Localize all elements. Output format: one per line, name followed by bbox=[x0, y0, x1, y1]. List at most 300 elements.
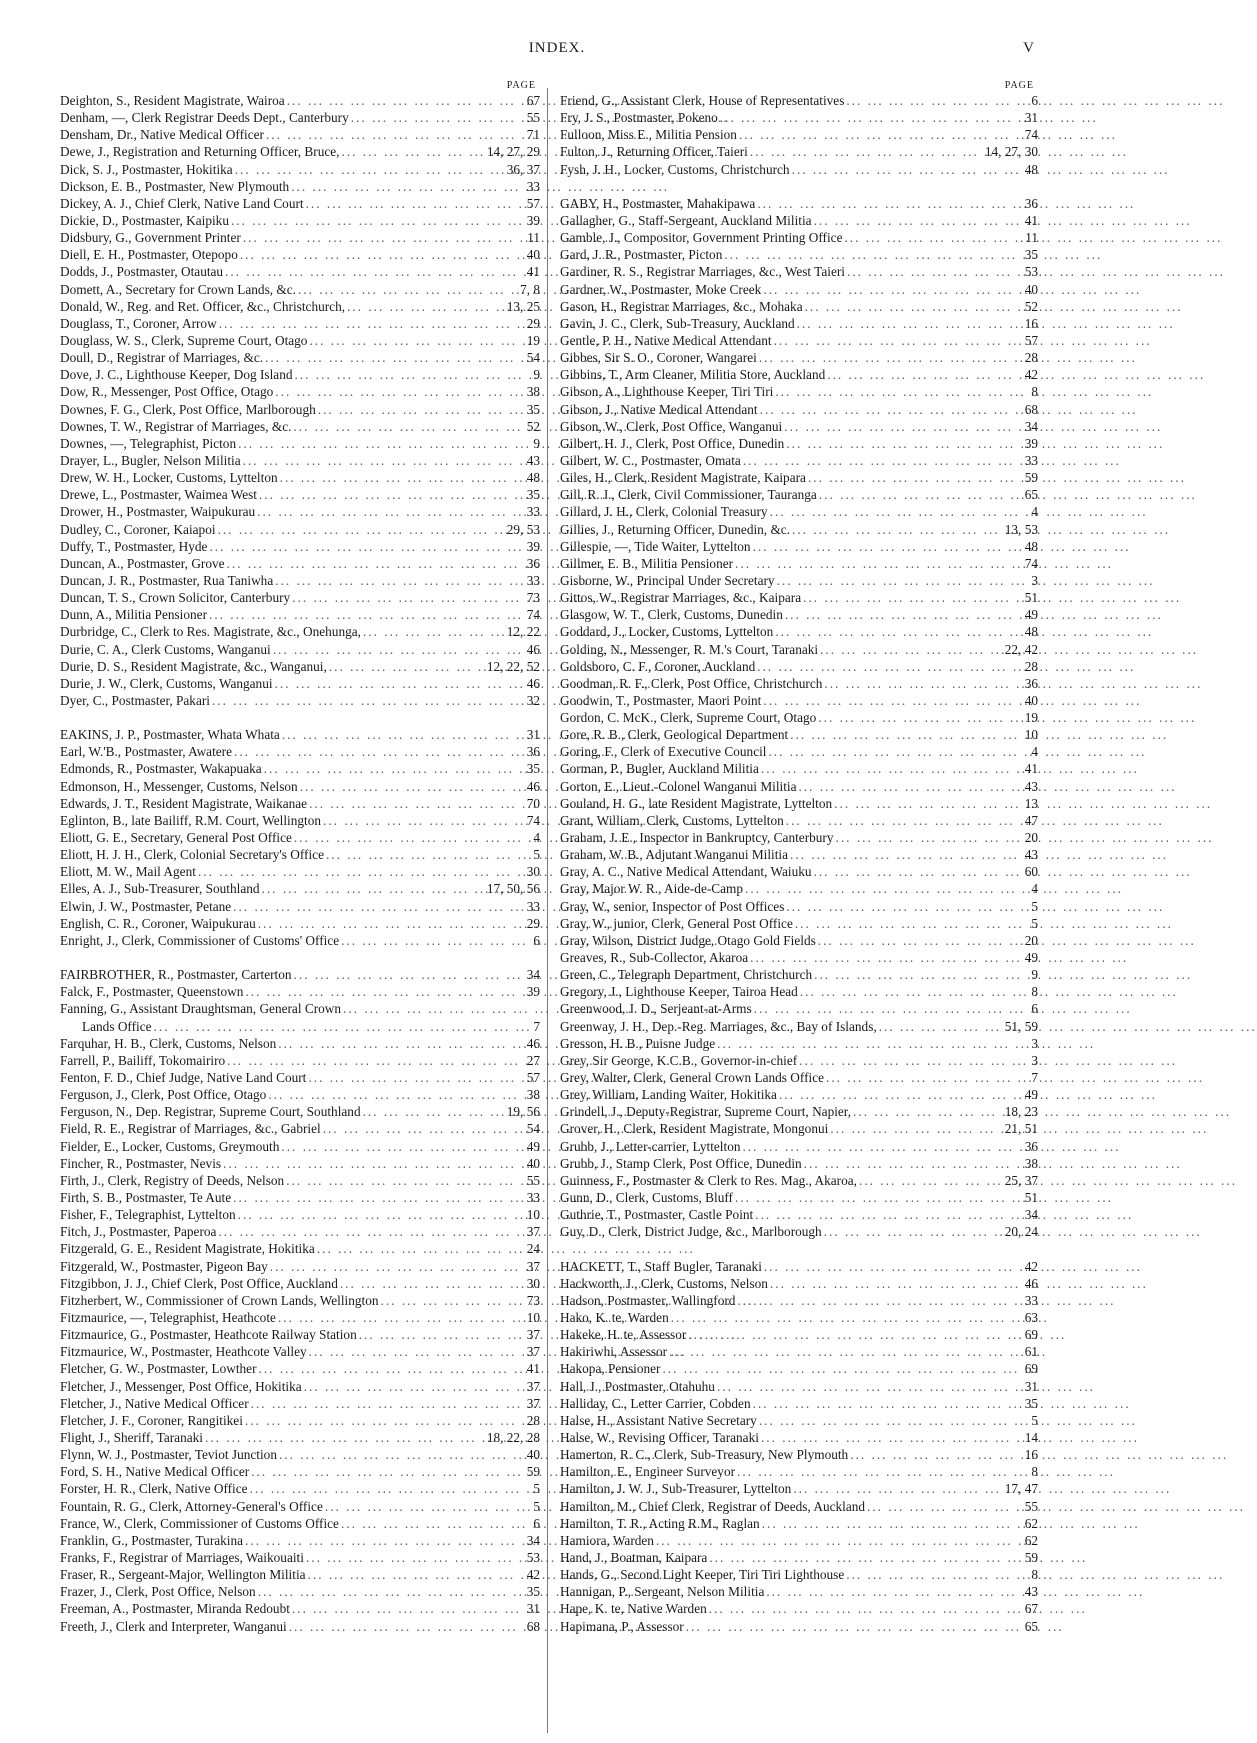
entry-pages: 35 bbox=[526, 401, 540, 417]
leader-dots bbox=[289, 178, 520, 195]
index-entry bbox=[560, 1446, 1038, 1463]
index-entry bbox=[60, 692, 540, 709]
entry-name: Gibson, A., Lighthouse Keeper, Tiri Tiri bbox=[560, 384, 774, 400]
leader-dots bbox=[280, 726, 520, 743]
entry-name: Grubb, J., Stamp Clerk, Post Office, Dunedin bbox=[560, 1155, 802, 1171]
index-entry bbox=[60, 983, 540, 1000]
entry-pages: 69 bbox=[1024, 1361, 1038, 1377]
entry-pages: 27 bbox=[526, 1052, 540, 1068]
entry-name: Hakopa, Pensioner bbox=[560, 1361, 661, 1377]
index-entry bbox=[60, 1429, 540, 1446]
leader-dots bbox=[217, 315, 520, 332]
entry-name: Gresson, H. B., Puisne Judge bbox=[560, 1035, 716, 1051]
leader-dots bbox=[803, 298, 1018, 315]
entry-name: Grey, Walter, Clerk, General Crown Lands Office bbox=[560, 1070, 824, 1086]
entry-name: Grey, Sir George, K.C.B., Governor-in-chief bbox=[560, 1052, 798, 1068]
index-entry bbox=[560, 1189, 1038, 1206]
entry-pages: 70 bbox=[526, 795, 540, 811]
entry-name: Grover, H., Clerk, Resident Magistrate, Mongonui bbox=[560, 1121, 829, 1137]
leader-dots bbox=[249, 1463, 520, 1480]
entry-pages: 6 bbox=[1031, 93, 1038, 108]
leader-dots bbox=[264, 126, 520, 143]
index-entry bbox=[560, 1223, 1038, 1240]
entry-pages: 4 bbox=[1031, 504, 1038, 520]
entry-name: Gavin, J. C., Clerk, Sub-Treasury, Auckland bbox=[560, 315, 795, 331]
entry-pages: 7 bbox=[533, 1018, 540, 1034]
entry-name: Fitzmaurice, G., Postmaster, Heathcote Railway Station bbox=[60, 1327, 357, 1343]
entry-pages: 5 bbox=[533, 1498, 540, 1514]
entry-name: Drew, W. H., Locker, Customs, Lyttelton bbox=[60, 470, 278, 486]
leader-dots bbox=[293, 366, 521, 383]
page-header bbox=[0, 28, 1114, 56]
index-entry bbox=[560, 966, 1038, 983]
index-entry bbox=[560, 435, 1038, 452]
index-column-right bbox=[560, 80, 1038, 1635]
leader-dots bbox=[238, 246, 520, 263]
entry-pages: 14 bbox=[1024, 1429, 1038, 1445]
leader-dots bbox=[361, 1103, 505, 1120]
leader-dots bbox=[790, 521, 1003, 538]
entry-name: Enright, J., Clerk, Commissioner of Customs' Office bbox=[60, 932, 340, 948]
entry-pages: 73 bbox=[526, 1292, 540, 1308]
leader-dots bbox=[243, 1412, 520, 1429]
index-entry bbox=[560, 1258, 1038, 1275]
entry-name: Halliday, C., Letter Carrier, Cobden bbox=[560, 1395, 751, 1411]
entry-pages: 5 bbox=[533, 1481, 540, 1497]
index-entry bbox=[60, 1240, 540, 1257]
entry-name: HACKETT, T., Staff Bugler, Taranaki bbox=[560, 1258, 762, 1274]
leader-dots bbox=[307, 795, 520, 812]
entry-pages: 33 bbox=[1024, 452, 1038, 468]
entry-pages: 69 bbox=[1024, 1327, 1038, 1343]
leader-dots bbox=[748, 949, 1018, 966]
entry-pages: 39 bbox=[526, 212, 540, 228]
leader-dots bbox=[290, 589, 520, 606]
entry-name: Hamerton, R. C., Clerk, Sub-Treasury, New Plymouth bbox=[560, 1447, 849, 1463]
entry-name: Domett, A., Secretary for Crown Lands, &c. bbox=[60, 281, 296, 297]
entry-name: Edmonds, R., Postmaster, Wakapuaka bbox=[60, 761, 262, 777]
index-entry bbox=[560, 1069, 1038, 1086]
entry-pages: 42 bbox=[526, 1567, 540, 1583]
entry-name: Gisborne, W., Principal Under Secretary bbox=[560, 572, 775, 588]
entry-name: Hannigan, P., Sergeant, Nelson Militia bbox=[560, 1584, 765, 1600]
entry-pages: 24 bbox=[526, 1241, 540, 1257]
entry-name: Fenton, F. D., Chief Judge, Native Land Court bbox=[60, 1070, 307, 1086]
index-entry bbox=[60, 1086, 540, 1103]
entry-pages: 16 bbox=[1024, 315, 1038, 331]
entry-pages: 8 bbox=[1031, 1567, 1038, 1583]
entry-name: Duffy, T., Postmaster, Hyde bbox=[60, 538, 208, 554]
entry-name: English, C. R., Coroner, Waipukurau bbox=[60, 915, 256, 931]
index-entry bbox=[60, 349, 540, 366]
entry-pages: 3 bbox=[1031, 1035, 1038, 1051]
index-entry bbox=[560, 760, 1038, 777]
entry-name: Guthrie, T., Postmaster, Castle Point bbox=[560, 1207, 754, 1223]
index-entry bbox=[560, 1480, 1038, 1497]
index-entry bbox=[60, 1498, 540, 1515]
leader-dots bbox=[818, 641, 1003, 658]
section-gap bbox=[560, 1240, 1038, 1257]
entry-name: Elles, A. J., Sub-Treasurer, Southland bbox=[60, 881, 260, 897]
leader-dots bbox=[304, 1549, 520, 1566]
entry-name: Hamilton, M., Chief Clerk, Registrar of Deeds, Auckland bbox=[560, 1498, 866, 1514]
leader-dots bbox=[812, 863, 1018, 880]
entry-name: Duncan, T. S., Crown Solicitor, Canterbury bbox=[60, 590, 291, 606]
entry-pages: 8 bbox=[1031, 984, 1038, 1000]
page-title: INDEX. bbox=[528, 40, 586, 56]
entry-name: Dove, J. C., Lighthouse Keeper, Dog Island bbox=[60, 367, 293, 383]
entry-name: Gorton, E., Lieut.-Colonel Wanganui Militia bbox=[560, 778, 797, 794]
leader-dots bbox=[844, 92, 1018, 109]
index-entry bbox=[60, 1583, 540, 1600]
entry-pages: 39 bbox=[1024, 435, 1038, 451]
entry-name: Fitzgerald, G. E., Resident Magistrate, Hokitika bbox=[60, 1241, 315, 1257]
index-entry bbox=[560, 1600, 1038, 1617]
entry-pages: 51 bbox=[1024, 590, 1038, 606]
entry-pages: 33 bbox=[526, 1190, 540, 1205]
entry-pages: 28 bbox=[526, 1412, 540, 1428]
entry-pages: 36 bbox=[1024, 195, 1038, 211]
entry-pages: 60 bbox=[1024, 864, 1038, 880]
index-entry bbox=[560, 778, 1038, 795]
leader-dots bbox=[743, 880, 1018, 897]
entry-pages: 37 bbox=[526, 1258, 540, 1274]
index-entry bbox=[560, 915, 1038, 932]
entry-pages: 5 bbox=[1031, 1412, 1038, 1428]
leader-dots bbox=[284, 1172, 520, 1189]
leader-dots bbox=[806, 469, 1018, 486]
index-entry bbox=[560, 863, 1038, 880]
leader-dots bbox=[321, 812, 520, 829]
leader-dots bbox=[207, 606, 520, 623]
entry-pages: 31 bbox=[526, 1601, 540, 1617]
entry-name: Freeth, J., Clerk and Interpreter, Wanganui bbox=[60, 1618, 287, 1634]
entry-pages: 57 bbox=[526, 1070, 540, 1086]
index-entry bbox=[60, 932, 540, 949]
leader-dots bbox=[241, 229, 520, 246]
leader-dots bbox=[790, 161, 1018, 178]
entry-pages: 63 bbox=[1024, 1309, 1038, 1325]
index-entry bbox=[560, 521, 1038, 538]
entry-name: Hadson, Postmaster, Wallingford bbox=[560, 1292, 736, 1308]
leader-dots bbox=[686, 1326, 1018, 1343]
leader-dots bbox=[797, 1052, 1018, 1069]
entry-pages: 57 bbox=[526, 195, 540, 211]
index-entry bbox=[560, 726, 1038, 743]
index-entry bbox=[560, 555, 1038, 572]
index-entry bbox=[560, 281, 1038, 298]
leader-dots bbox=[759, 1429, 1018, 1446]
entry-pages: 48 bbox=[1024, 161, 1038, 177]
index-entry bbox=[560, 1532, 1038, 1549]
entry-name: Gray, Major W. R., Aide-de-Camp bbox=[560, 881, 744, 897]
leader-dots bbox=[223, 263, 520, 280]
index-entry bbox=[60, 281, 540, 298]
index-entry bbox=[560, 469, 1038, 486]
entry-pages: 38 bbox=[526, 1087, 540, 1103]
index-entry bbox=[60, 298, 540, 315]
index-entry bbox=[60, 606, 540, 623]
entry-name: Hapimana, P., Assessor bbox=[560, 1618, 684, 1634]
entry-pages: 34 bbox=[1024, 418, 1038, 434]
leader-dots bbox=[755, 658, 1018, 675]
leader-dots bbox=[262, 760, 520, 777]
entry-pages: 7 bbox=[1031, 1070, 1038, 1086]
entry-pages: 16 bbox=[1024, 1447, 1038, 1463]
index-entry bbox=[560, 486, 1038, 503]
entry-name: Gibbins, T., Arm Cleaner, Militia Store, Auckland bbox=[560, 367, 826, 383]
entry-pages: 18, 22, 28 bbox=[486, 1429, 540, 1445]
entry-pages: 10 bbox=[526, 1309, 540, 1325]
index-entry bbox=[560, 418, 1038, 435]
entry-pages: 37 bbox=[526, 1378, 540, 1394]
index-entry bbox=[60, 623, 540, 640]
leader-dots bbox=[748, 143, 983, 160]
index-entry bbox=[60, 1446, 540, 1463]
index-entry bbox=[560, 212, 1038, 229]
entry-name: Densham, Dr., Native Medical Officer bbox=[60, 127, 264, 143]
entry-name: Goodwin, T., Postmaster, Maori Point bbox=[560, 692, 762, 708]
entry-pages: 12, 22 bbox=[506, 624, 540, 640]
index-entry bbox=[60, 1172, 540, 1189]
entry-name: Fisher, F., Telegraphist, Lyttelton bbox=[60, 1207, 236, 1223]
index-entry bbox=[560, 1463, 1038, 1480]
index-entry bbox=[560, 383, 1038, 400]
entry-pages: 40 bbox=[526, 1447, 540, 1463]
entry-pages: 36 bbox=[1024, 1138, 1038, 1154]
index-entry bbox=[560, 1326, 1038, 1343]
entry-pages: 29, 53 bbox=[506, 521, 540, 537]
index-entry bbox=[60, 143, 540, 160]
index-entry bbox=[560, 538, 1038, 555]
leader-dots bbox=[221, 1155, 520, 1172]
index-entry bbox=[560, 675, 1038, 692]
leader-dots bbox=[848, 1446, 1018, 1463]
leader-dots bbox=[865, 1498, 1018, 1515]
entry-pages: 74 bbox=[1024, 555, 1038, 571]
index-entry bbox=[560, 126, 1038, 143]
leader-dots bbox=[667, 1343, 1018, 1360]
entry-name: Hamilton, T. R., Acting R.M., Raglan bbox=[560, 1515, 760, 1531]
entry-pages: 33 bbox=[526, 572, 540, 588]
leader-dots bbox=[340, 143, 485, 160]
index-entry bbox=[60, 1378, 540, 1395]
entry-pages: 55 bbox=[526, 110, 540, 126]
leader-dots bbox=[276, 1309, 520, 1326]
leader-dots bbox=[735, 1292, 1018, 1309]
entry-pages: 17, 50, 56 bbox=[486, 881, 540, 897]
entry-name: Fielder, E., Locker, Customs, Greymouth bbox=[60, 1138, 280, 1154]
entry-name: Fitzgerald, W., Postmaster, Pigeon Bay bbox=[60, 1258, 268, 1274]
section-gap bbox=[60, 709, 540, 726]
entry-pages: 5 bbox=[1031, 915, 1038, 931]
leader-dots bbox=[316, 401, 520, 418]
entry-pages: 36 bbox=[1024, 675, 1038, 691]
leader-dots bbox=[255, 503, 520, 520]
entry-name: Duncan, J. R., Postmaster, Rua Taniwha bbox=[60, 572, 274, 588]
entry-pages: 4 bbox=[1031, 881, 1038, 897]
leader-dots bbox=[225, 555, 520, 572]
entry-name: Firth, S. B., Postmaster, Te Aute bbox=[60, 1190, 232, 1205]
entry-name: Hamilton, J. W. J., Sub-Treasurer, Lyttelton bbox=[560, 1481, 792, 1497]
index-entry bbox=[560, 932, 1038, 949]
entry-pages: 8 bbox=[1031, 384, 1038, 400]
leader-dots bbox=[338, 1275, 520, 1292]
leader-dots bbox=[752, 1000, 1018, 1017]
entry-name: Goldsboro, C. F., Coroner, Auckland bbox=[560, 658, 756, 674]
leader-dots bbox=[285, 92, 520, 109]
entry-pages: 68 bbox=[526, 1618, 540, 1634]
entry-pages: 18, 23 bbox=[1004, 1104, 1038, 1120]
leader-dots bbox=[345, 298, 505, 315]
entry-pages: 52 bbox=[526, 418, 540, 434]
entry-name: Graham, J. E., Inspector in Bankruptcy, Canterbury bbox=[560, 830, 834, 846]
entry-name: Dudley, C., Coroner, Kaiapoi bbox=[60, 521, 216, 537]
entry-pages: 5 bbox=[533, 847, 540, 863]
index-entry bbox=[560, 743, 1038, 760]
entry-name: Douglass, W. S., Clerk, Supreme Court, Otago bbox=[60, 332, 308, 348]
leader-dots bbox=[229, 212, 520, 229]
index-entry bbox=[560, 1275, 1038, 1292]
leader-dots bbox=[231, 898, 520, 915]
index-entry bbox=[560, 880, 1038, 897]
index-entry bbox=[560, 898, 1038, 915]
entry-name: Gason, H., Registrar Marriages, &c., Mohaka bbox=[560, 298, 803, 314]
entry-pages: 6 bbox=[533, 932, 540, 948]
leader-dots bbox=[741, 1138, 1019, 1155]
leader-dots bbox=[801, 589, 1018, 606]
leader-dots bbox=[828, 1120, 1002, 1137]
index-entry bbox=[60, 195, 540, 212]
leader-dots bbox=[268, 1258, 520, 1275]
index-entry bbox=[60, 726, 540, 743]
leader-dots bbox=[824, 1069, 1018, 1086]
leader-dots bbox=[816, 932, 1018, 949]
entry-name: Fulloon, Miss E., Militia Pension bbox=[560, 127, 737, 143]
leader-dots bbox=[715, 1378, 1018, 1395]
leader-dots bbox=[243, 1532, 520, 1549]
leader-dots bbox=[773, 383, 1018, 400]
entry-name: Donald, W., Reg. and Ret. Officer, &c., Christchurch, bbox=[60, 298, 346, 314]
leader-dots bbox=[287, 1618, 520, 1635]
entry-name: Deighton, S., Resident Magistrate, Wairoa bbox=[60, 93, 285, 108]
index-entry bbox=[60, 366, 540, 383]
entry-name: Gore, R. B., Clerk, Geological Department bbox=[560, 727, 789, 743]
entry-name: EAKINS, J. P., Postmaster, Whata Whata bbox=[60, 727, 280, 743]
entry-pages: 59 bbox=[1024, 1549, 1038, 1565]
index-entry bbox=[560, 1378, 1038, 1395]
entry-pages: 25, 37 bbox=[1004, 1172, 1038, 1188]
index-entry bbox=[560, 143, 1038, 160]
leader-dots bbox=[773, 623, 1018, 640]
index-entry bbox=[60, 126, 540, 143]
leader-dots bbox=[762, 1258, 1018, 1275]
leader-dots bbox=[759, 760, 1018, 777]
entry-pages: 42 bbox=[1024, 1258, 1038, 1274]
index-entry bbox=[60, 1600, 540, 1617]
entry-pages: 30 bbox=[526, 864, 540, 880]
entry-name: Gibson, J., Native Medical Attendant bbox=[560, 401, 758, 417]
entry-pages: 46 bbox=[526, 641, 540, 657]
index-entry bbox=[60, 743, 540, 760]
leader-dots bbox=[737, 126, 1018, 143]
leader-dots bbox=[277, 1446, 520, 1463]
index-entry bbox=[560, 812, 1038, 829]
entry-name: Fysh, J. H., Locker, Customs, Christchurch bbox=[560, 161, 790, 177]
index-entry bbox=[560, 366, 1038, 383]
index-entry bbox=[60, 521, 540, 538]
leader-dots bbox=[766, 743, 1018, 760]
entry-name: Lands Office bbox=[82, 1018, 152, 1034]
index-entry bbox=[60, 383, 540, 400]
leader-dots bbox=[684, 1618, 1018, 1635]
entry-pages: 74 bbox=[526, 607, 540, 623]
entry-name: Gittos, W., Registrar Marriages, &c., Kaipara bbox=[560, 590, 802, 606]
entry-name: Dow, R., Messenger, Post Office, Otago bbox=[60, 384, 274, 400]
entry-name: Fountain, R. G., Clerk, Attorney-General's Office bbox=[60, 1498, 323, 1514]
entry-name: Goddard, J., Locker, Customs, Lyttelton bbox=[560, 624, 774, 640]
entry-pages: 52 bbox=[1024, 298, 1038, 314]
index-entry bbox=[560, 1206, 1038, 1223]
leader-dots bbox=[822, 1223, 1003, 1240]
entry-name: Hackworth, J., Clerk, Customs, Nelson bbox=[560, 1275, 768, 1291]
leader-dots bbox=[788, 846, 1018, 863]
leader-dots bbox=[236, 1206, 520, 1223]
entry-pages: 46 bbox=[526, 675, 540, 691]
entry-name: Gilbert, H. J., Clerk, Post Office, Dunedin bbox=[560, 435, 785, 451]
entry-name: Fitzherbert, W., Commissioner of Crown Lands, Wellington bbox=[60, 1292, 379, 1308]
index-entry bbox=[60, 1069, 540, 1086]
index-entry bbox=[560, 589, 1038, 606]
leader-dots bbox=[758, 401, 1018, 418]
index-entry bbox=[560, 1035, 1038, 1052]
index-entry bbox=[60, 161, 540, 178]
section-gap bbox=[560, 178, 1038, 195]
entry-name: Douglass, T., Coroner, Arrow bbox=[60, 315, 217, 331]
entry-name: Hape, K. te, Native Warden bbox=[560, 1601, 707, 1617]
index-entry bbox=[560, 1343, 1038, 1360]
entry-pages: 13 bbox=[1024, 795, 1038, 811]
leader-dots bbox=[233, 161, 505, 178]
entry-name: Guinness, F., Postmaster & Clerk to Res. Mag., Akaroa, bbox=[560, 1172, 857, 1188]
entry-name: Ferguson, N., Dep. Registrar, Supreme Court, Southland bbox=[60, 1104, 361, 1120]
entry-pages: 49 bbox=[1024, 950, 1038, 966]
entry-name: Gillmer, E. B., Militia Pensioner bbox=[560, 555, 734, 571]
leader-dots bbox=[798, 983, 1018, 1000]
leader-dots bbox=[321, 1120, 520, 1137]
leader-dots bbox=[783, 606, 1018, 623]
leader-dots bbox=[339, 932, 520, 949]
index-entry bbox=[560, 503, 1038, 520]
index-entry bbox=[60, 915, 540, 932]
entry-name: Field, R. E., Registrar of Marriages, &c., Gabriel bbox=[60, 1121, 321, 1137]
entry-pages: 61 bbox=[1024, 1344, 1038, 1360]
entry-name: Gillies, J., Returning Officer, Dunedin, &c. bbox=[560, 521, 791, 537]
leader-dots bbox=[196, 863, 520, 880]
leader-dots bbox=[788, 726, 1018, 743]
leader-dots bbox=[784, 898, 1018, 915]
entry-pages: 19, 56 bbox=[506, 1104, 540, 1120]
entry-name: Flight, J., Sheriff, Taranaki bbox=[60, 1429, 203, 1445]
entry-pages: 8 bbox=[1031, 1464, 1038, 1480]
index-entry bbox=[60, 1480, 540, 1497]
index-entry bbox=[60, 1515, 540, 1532]
entry-name: Gill, R. J., Clerk, Civil Commissioner, Tauranga bbox=[560, 487, 817, 503]
entry-pages: 3 bbox=[1031, 572, 1038, 588]
leader-dots bbox=[216, 521, 505, 538]
index-entry bbox=[60, 675, 540, 692]
index-entry bbox=[560, 606, 1038, 623]
